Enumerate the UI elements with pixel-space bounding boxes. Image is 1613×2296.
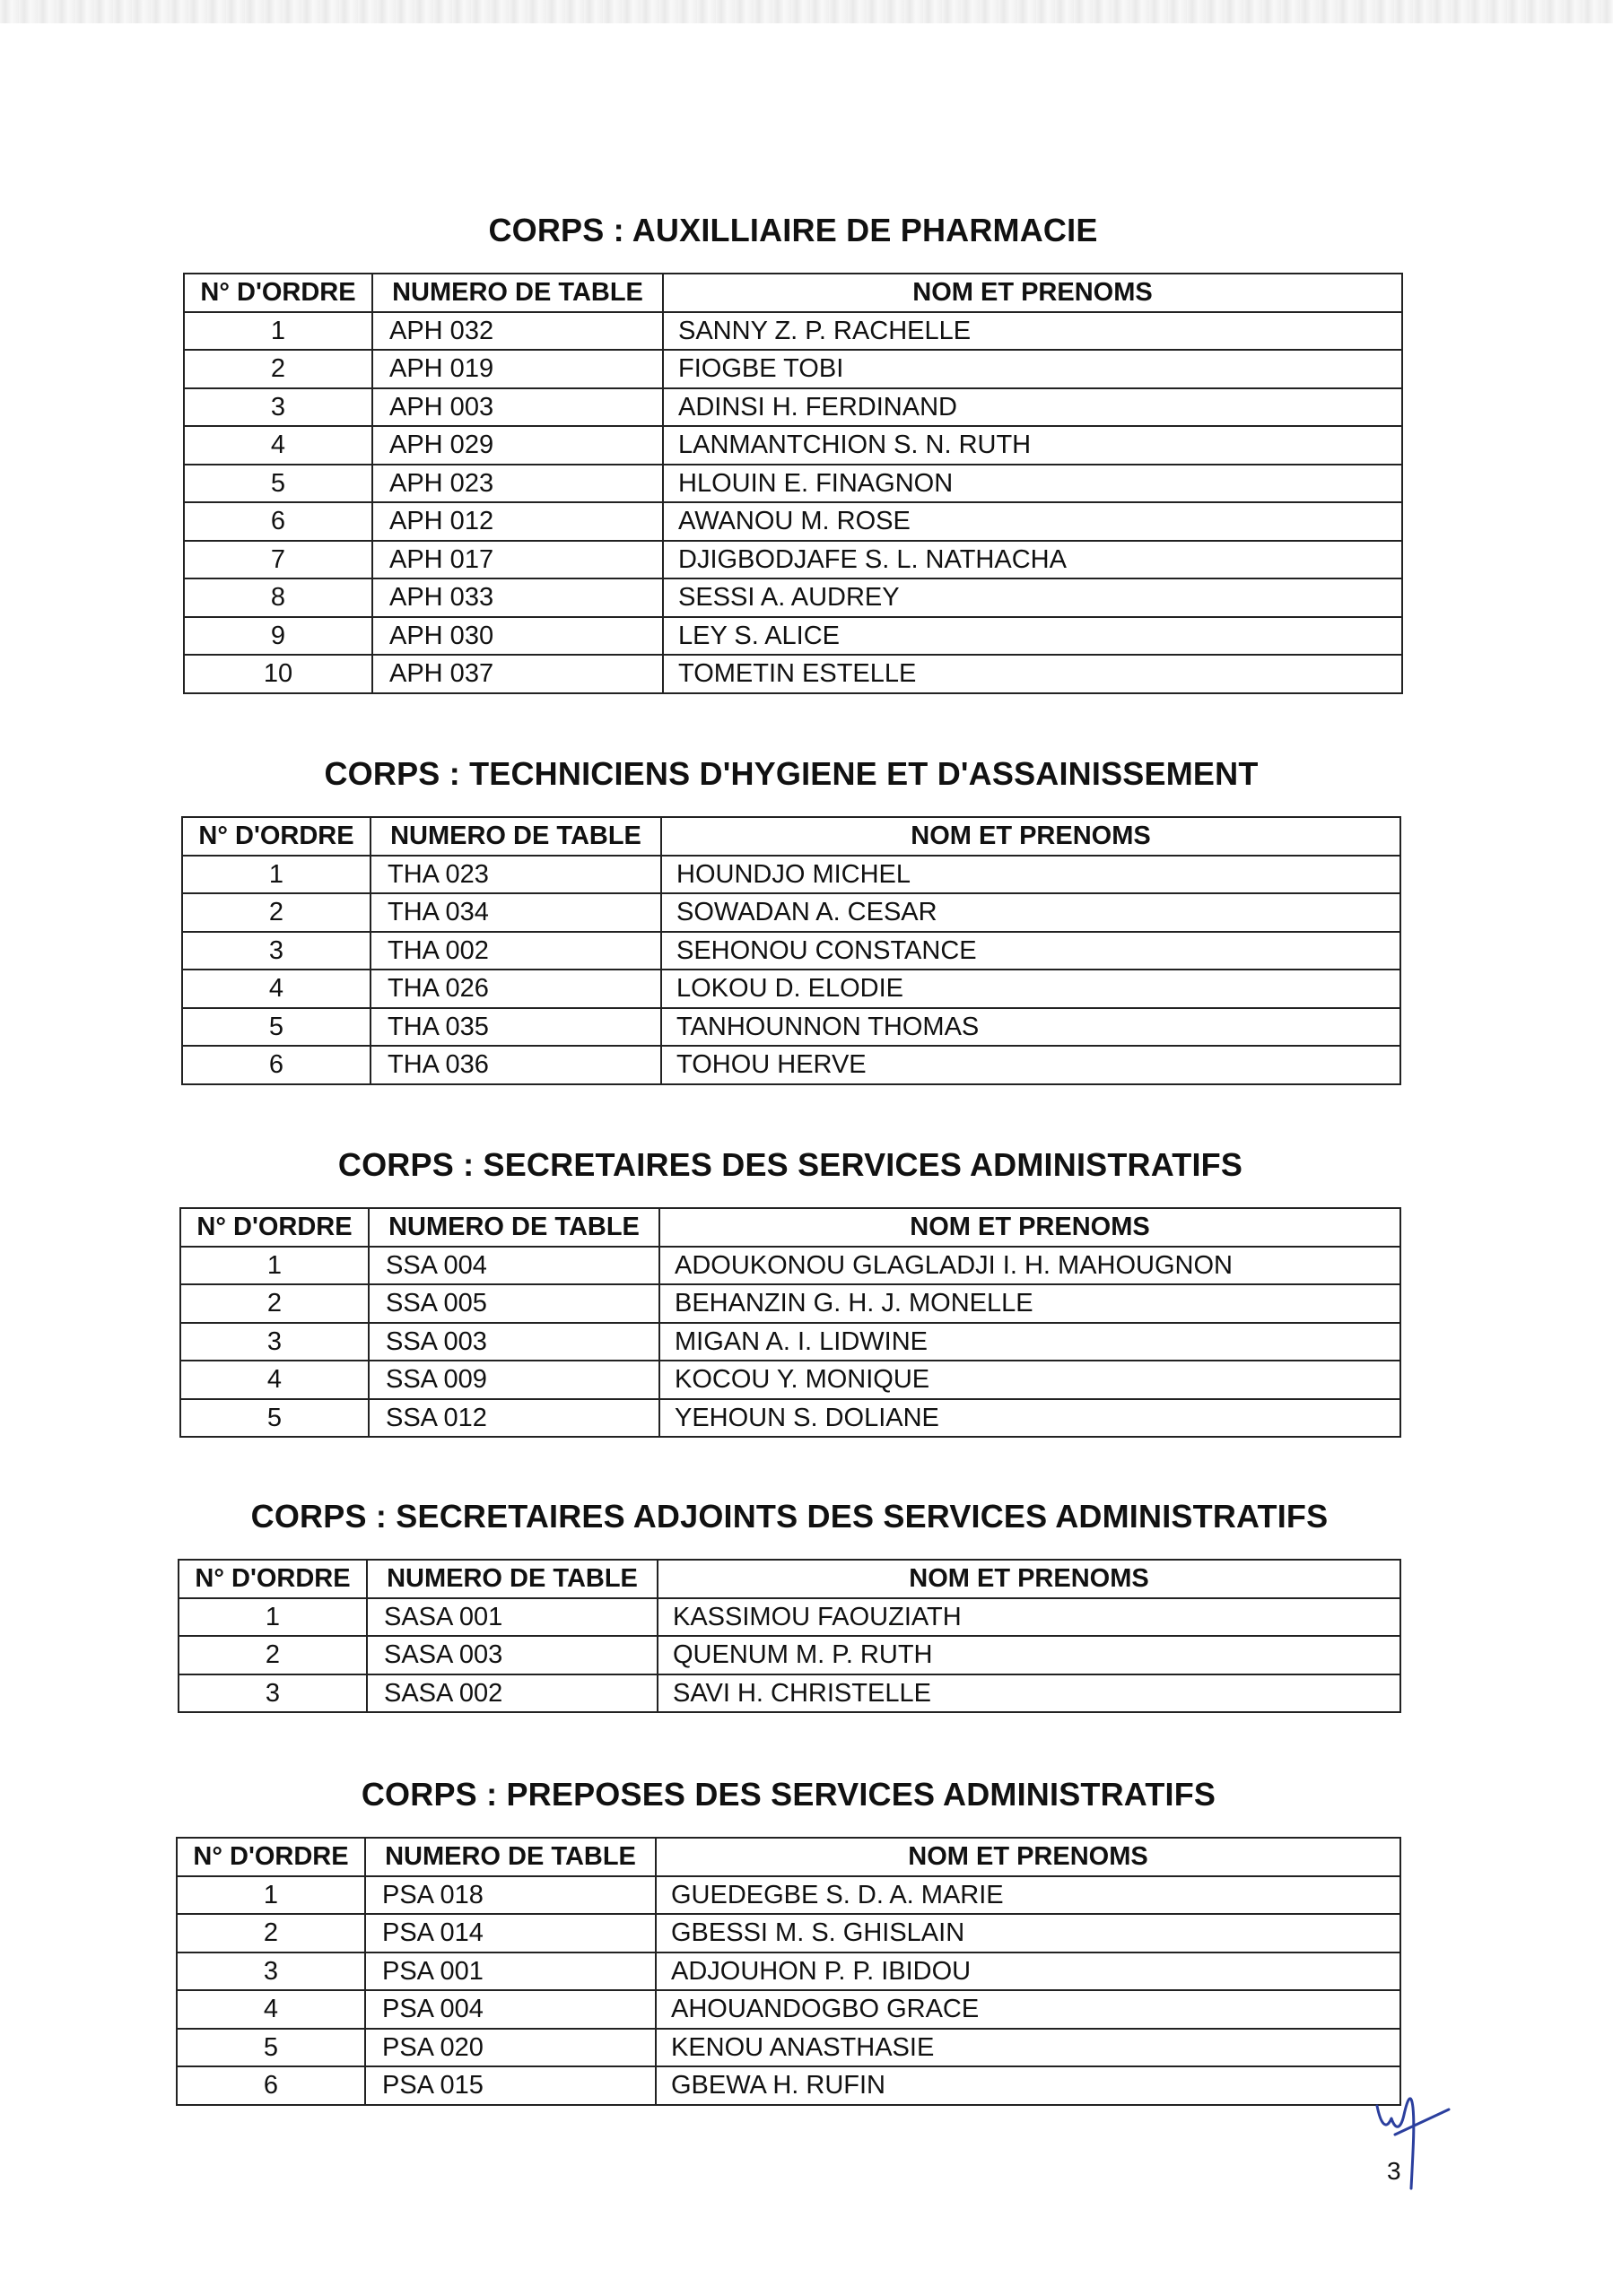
cell-ordre: 1 xyxy=(184,312,372,351)
cell-ordre: 6 xyxy=(177,2066,365,2105)
table-row xyxy=(184,502,1402,541)
cell-numero-table: SSA 009 xyxy=(369,1361,659,1399)
cell-ordre: 5 xyxy=(177,2029,365,2067)
table-row xyxy=(179,1598,1400,1637)
cell-nom-prenoms: GBEWA H. RUFIN xyxy=(656,2066,1400,2105)
handwritten-initials-signature xyxy=(1359,2072,1467,2197)
candidates-table xyxy=(179,1207,1401,1438)
header-numero-table: NUMERO DE TABLE xyxy=(369,1208,659,1247)
cell-nom-prenoms: HOUNDJO MICHEL xyxy=(661,856,1400,894)
header-numero-table: NUMERO DE TABLE xyxy=(372,274,663,312)
cell-ordre: 6 xyxy=(182,1046,371,1084)
cell-ordre: 2 xyxy=(179,1636,367,1674)
cell-numero-table: APH 032 xyxy=(372,312,663,351)
table-row xyxy=(184,541,1402,579)
table-row xyxy=(182,893,1400,932)
cell-numero-table: SASA 003 xyxy=(367,1636,658,1674)
cell-ordre: 3 xyxy=(177,1952,365,1991)
cell-nom-prenoms: TOMETIN ESTELLE xyxy=(663,655,1402,693)
cell-nom-prenoms: KASSIMOU FAOUZIATH xyxy=(658,1598,1400,1637)
cell-numero-table: APH 003 xyxy=(372,388,663,427)
cell-ordre: 7 xyxy=(184,541,372,579)
cell-ordre: 10 xyxy=(184,655,372,693)
cell-numero-table: SSA 005 xyxy=(369,1284,659,1323)
cell-ordre: 1 xyxy=(179,1598,367,1637)
cell-ordre: 5 xyxy=(184,465,372,503)
cell-numero-table: SSA 004 xyxy=(369,1247,659,1285)
section-title: CORPS : PREPOSES DES SERVICES ADMINISTRATIFS xyxy=(361,1776,1216,1813)
cell-nom-prenoms: KENOU ANASTHASIE xyxy=(656,2029,1400,2067)
cell-nom-prenoms: ADJOUHON P. P. IBIDOU xyxy=(656,1952,1400,1991)
cell-nom-prenoms: LANMANTCHION S. N. RUTH xyxy=(663,426,1402,465)
cell-ordre: 6 xyxy=(184,502,372,541)
cell-numero-table: APH 029 xyxy=(372,426,663,465)
cell-numero-table: APH 023 xyxy=(372,465,663,503)
cell-numero-table: SASA 001 xyxy=(367,1598,658,1637)
cell-numero-table: APH 037 xyxy=(372,655,663,693)
header-numero-table: NUMERO DE TABLE xyxy=(365,1838,656,1876)
table-row xyxy=(182,1008,1400,1047)
cell-ordre: 9 xyxy=(184,617,372,656)
table-row xyxy=(177,1876,1400,1915)
section-preposes-services-administratifs xyxy=(176,1776,1401,2106)
table-header-row xyxy=(180,1208,1400,1247)
cell-numero-table: THA 035 xyxy=(371,1008,661,1047)
cell-nom-prenoms: LOKOU D. ELODIE xyxy=(661,970,1400,1008)
table-row xyxy=(180,1399,1400,1438)
cell-ordre: 5 xyxy=(182,1008,371,1047)
header-numero-table: NUMERO DE TABLE xyxy=(371,817,661,856)
cell-nom-prenoms: DJIGBODJAFE S. L. NATHACHA xyxy=(663,541,1402,579)
page-number: 3 xyxy=(1387,2157,1401,2185)
cell-ordre: 5 xyxy=(180,1399,369,1438)
table-row xyxy=(184,426,1402,465)
section-title: CORPS : SECRETAIRES DES SERVICES ADMINISTRATIFS xyxy=(337,1146,1243,1183)
cell-numero-table: THA 034 xyxy=(371,893,661,932)
cell-nom-prenoms: AWANOU M. ROSE xyxy=(663,502,1402,541)
cell-numero-table: APH 012 xyxy=(372,502,663,541)
cell-numero-table: PSA 018 xyxy=(365,1876,656,1915)
cell-ordre: 8 xyxy=(184,578,372,617)
cell-numero-table: APH 033 xyxy=(372,578,663,617)
table-header-row xyxy=(179,1560,1400,1598)
candidates-table xyxy=(183,273,1403,694)
table-row xyxy=(177,1990,1400,2029)
table-header-row xyxy=(182,817,1400,856)
cell-ordre: 4 xyxy=(184,426,372,465)
table-row xyxy=(177,2029,1400,2067)
cell-numero-table: THA 002 xyxy=(371,932,661,970)
table-row xyxy=(182,932,1400,970)
header-ordre: N° D'ORDRE xyxy=(180,1208,369,1247)
section-auxiliaire-pharmacie xyxy=(183,212,1403,694)
header-ordre: N° D'ORDRE xyxy=(182,817,371,856)
table-row xyxy=(179,1636,1400,1674)
section-title: CORPS : SECRETAIRES ADJOINTS DES SERVICES ADMINISTRATIFS xyxy=(250,1498,1329,1535)
cell-ordre: 3 xyxy=(180,1323,369,1361)
table-row xyxy=(182,856,1400,894)
table-row xyxy=(184,465,1402,503)
table-row xyxy=(184,655,1402,693)
header-ordre: N° D'ORDRE xyxy=(177,1838,365,1876)
table-row xyxy=(177,1952,1400,1991)
table-row xyxy=(184,388,1402,427)
table-row xyxy=(184,312,1402,351)
cell-numero-table: THA 023 xyxy=(371,856,661,894)
table-row xyxy=(177,2066,1400,2105)
cell-numero-table: PSA 020 xyxy=(365,2029,656,2067)
cell-nom-prenoms: KOCOU Y. MONIQUE xyxy=(659,1361,1400,1399)
section-title: CORPS : TECHNICIENS D'HYGIENE ET D'ASSAINISSEMENT xyxy=(324,755,1259,792)
cell-numero-table: APH 019 xyxy=(372,350,663,388)
cell-numero-table: PSA 014 xyxy=(365,1914,656,1952)
table-header-row xyxy=(177,1838,1400,1876)
cell-nom-prenoms: MIGAN A. I. LIDWINE xyxy=(659,1323,1400,1361)
table-row xyxy=(182,970,1400,1008)
cell-nom-prenoms: SEHONOU CONSTANCE xyxy=(661,932,1400,970)
cell-ordre: 3 xyxy=(184,388,372,427)
header-nom-prenoms: NOM ET PRENOMS xyxy=(658,1560,1400,1598)
cell-ordre: 4 xyxy=(182,970,371,1008)
section-techniciens-hygiene xyxy=(181,755,1401,1085)
cell-nom-prenoms: SOWADAN A. CESAR xyxy=(661,893,1400,932)
table-row xyxy=(180,1247,1400,1285)
section-secretaires-services-administratifs xyxy=(179,1146,1401,1438)
cell-nom-prenoms: TOHOU HERVE xyxy=(661,1046,1400,1084)
cell-nom-prenoms: FIOGBE TOBI xyxy=(663,350,1402,388)
cell-ordre: 1 xyxy=(182,856,371,894)
header-nom-prenoms: NOM ET PRENOMS xyxy=(656,1838,1400,1876)
cell-ordre: 2 xyxy=(182,893,371,932)
cell-nom-prenoms: ADOUKONOU GLAGLADJI I. H. MAHOUGNON xyxy=(659,1247,1400,1285)
cell-ordre: 1 xyxy=(177,1876,365,1915)
table-row xyxy=(180,1323,1400,1361)
cell-nom-prenoms: SAVI H. CHRISTELLE xyxy=(658,1674,1400,1713)
header-numero-table: NUMERO DE TABLE xyxy=(367,1560,658,1598)
cell-numero-table: PSA 015 xyxy=(365,2066,656,2105)
table-row xyxy=(180,1284,1400,1323)
table-row xyxy=(184,617,1402,656)
cell-numero-table: SASA 002 xyxy=(367,1674,658,1713)
table-row xyxy=(179,1674,1400,1713)
cell-numero-table: PSA 004 xyxy=(365,1990,656,2029)
candidates-table xyxy=(176,1837,1401,2106)
table-row xyxy=(180,1361,1400,1399)
header-nom-prenoms: NOM ET PRENOMS xyxy=(663,274,1402,312)
section-secretaires-adjoints xyxy=(178,1498,1401,1713)
cell-ordre: 4 xyxy=(177,1990,365,2029)
cell-nom-prenoms: GBESSI M. S. GHISLAIN xyxy=(656,1914,1400,1952)
table-row xyxy=(177,1914,1400,1952)
candidates-table xyxy=(181,816,1401,1085)
cell-ordre: 1 xyxy=(180,1247,369,1285)
table-row xyxy=(184,350,1402,388)
cell-ordre: 2 xyxy=(180,1284,369,1323)
cell-ordre: 3 xyxy=(182,932,371,970)
cell-nom-prenoms: GUEDEGBE S. D. A. MARIE xyxy=(656,1876,1400,1915)
section-title: CORPS : AUXILLIAIRE DE PHARMACIE xyxy=(488,212,1098,248)
header-ordre: N° D'ORDRE xyxy=(184,274,372,312)
cell-numero-table: SSA 003 xyxy=(369,1323,659,1361)
cell-numero-table: APH 030 xyxy=(372,617,663,656)
table-row xyxy=(182,1046,1400,1084)
cell-numero-table: SSA 012 xyxy=(369,1399,659,1438)
header-ordre: N° D'ORDRE xyxy=(179,1560,367,1598)
cell-nom-prenoms: LEY S. ALICE xyxy=(663,617,1402,656)
cell-nom-prenoms: SESSI A. AUDREY xyxy=(663,578,1402,617)
cell-numero-table: APH 017 xyxy=(372,541,663,579)
cell-nom-prenoms: HLOUIN E. FINAGNON xyxy=(663,465,1402,503)
cell-numero-table: THA 036 xyxy=(371,1046,661,1084)
cell-nom-prenoms: ADINSI H. FERDINAND xyxy=(663,388,1402,427)
cell-nom-prenoms: YEHOUN S. DOLIANE xyxy=(659,1399,1400,1438)
cell-nom-prenoms: BEHANZIN G. H. J. MONELLE xyxy=(659,1284,1400,1323)
cell-nom-prenoms: TANHOUNNON THOMAS xyxy=(661,1008,1400,1047)
header-nom-prenoms: NOM ET PRENOMS xyxy=(661,817,1400,856)
table-row xyxy=(184,578,1402,617)
cell-nom-prenoms: SANNY Z. P. RACHELLE xyxy=(663,312,1402,351)
cell-nom-prenoms: AHOUANDOGBO GRACE xyxy=(656,1990,1400,2029)
cell-ordre: 4 xyxy=(180,1361,369,1399)
cell-ordre: 2 xyxy=(184,350,372,388)
cell-ordre: 2 xyxy=(177,1914,365,1952)
cell-nom-prenoms: QUENUM M. P. RUTH xyxy=(658,1636,1400,1674)
header-nom-prenoms: NOM ET PRENOMS xyxy=(659,1208,1400,1247)
scan-edge-artifact xyxy=(0,0,1613,23)
table-header-row xyxy=(184,274,1402,312)
cell-numero-table: PSA 001 xyxy=(365,1952,656,1991)
cell-ordre: 3 xyxy=(179,1674,367,1713)
candidates-table xyxy=(178,1559,1401,1713)
cell-numero-table: THA 026 xyxy=(371,970,661,1008)
